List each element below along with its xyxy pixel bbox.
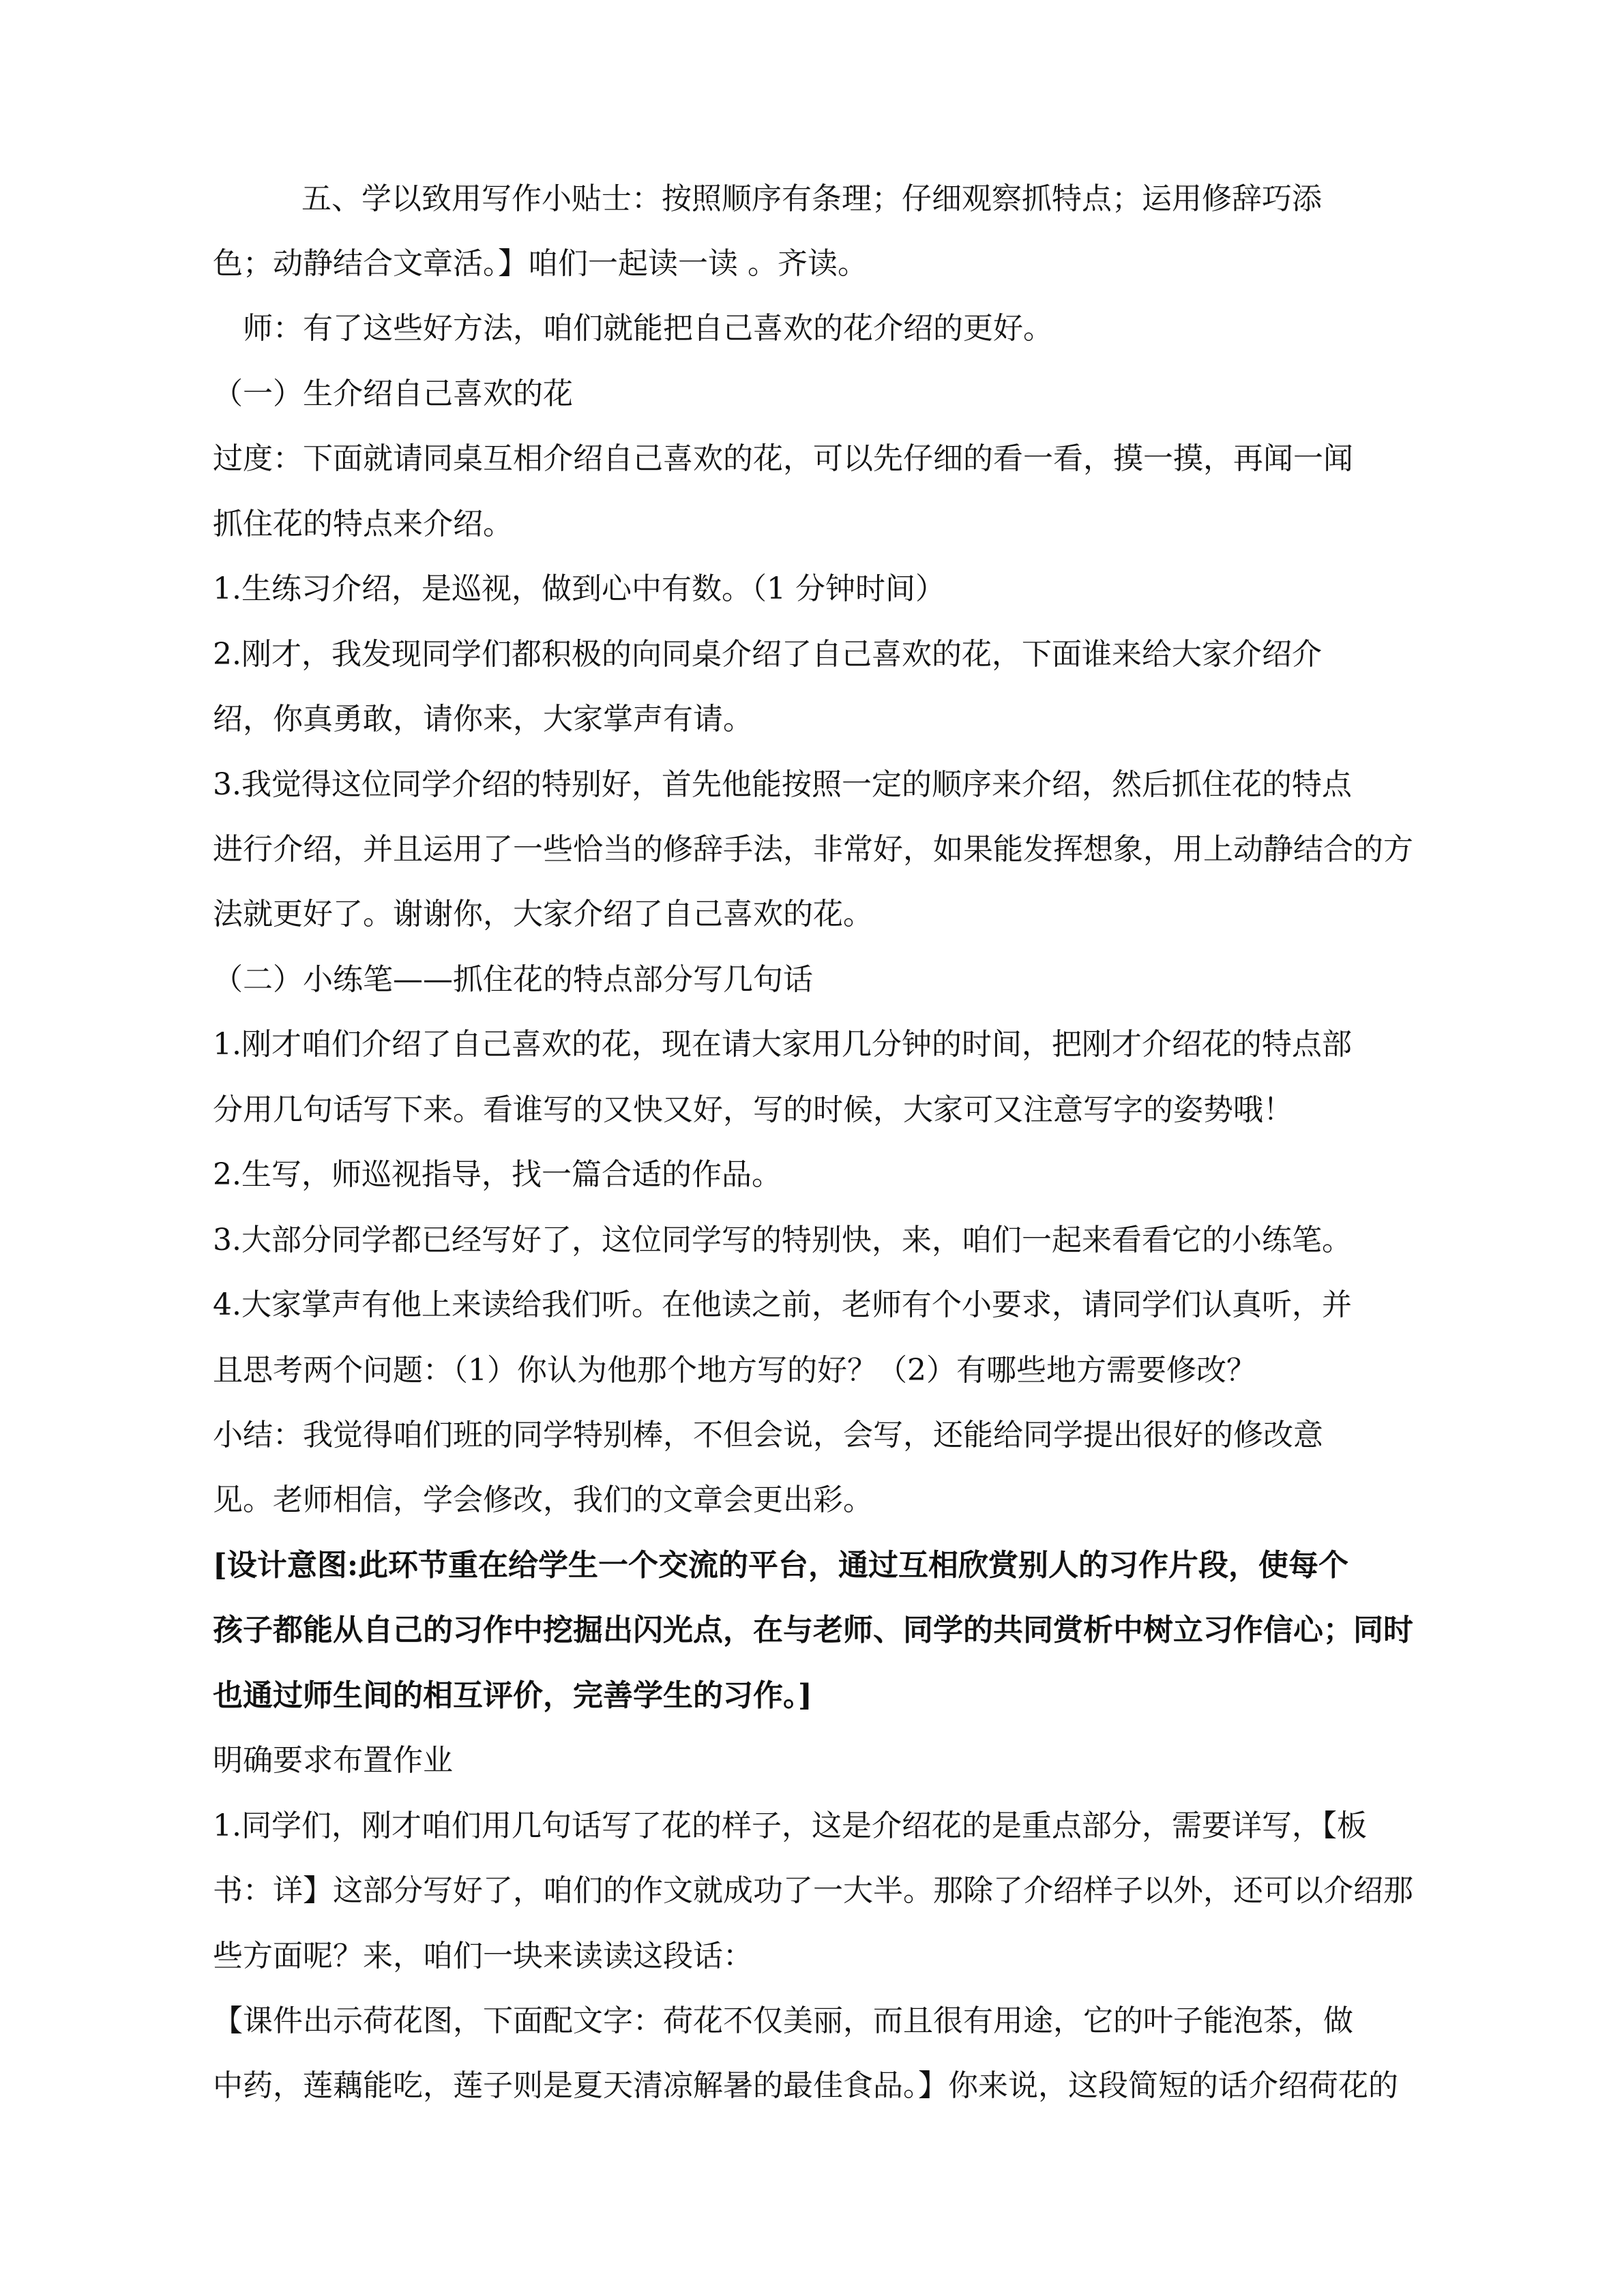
paragraph-line: 2.刚才，我发现同学们都积极的向同桌介绍了自己喜欢的花，下面谁来给大家介绍介 (213, 637, 1322, 672)
section-heading: （二）小练笔——抓住花的特点部分写几句话 (213, 962, 813, 997)
paragraph-line: 2.生写，师巡视指导，找一篇合适的作品。 (213, 1157, 782, 1192)
paragraph-line: 过度：下面就请同桌互相介绍自己喜欢的花，可以先仔细的看一看，摸一摸，再闻一闻 (213, 441, 1353, 476)
paragraph-line: 【课件出示荷花图，下面配文字：荷花不仅美丽，而且很有用途，它的叶子能泡茶，做 (213, 2003, 1353, 2038)
paragraph-line: 师：有了这些好方法，咱们就能把自己喜欢的花介绍的更好。 (243, 311, 1053, 346)
paragraph-line: 3.大部分同学都已经写好了，这位同学写的特别快，来，咱们一起来看看它的小练笔。 (213, 1223, 1352, 1257)
section-heading: （一）生介绍自己喜欢的花 (213, 376, 573, 411)
paragraph-line: 书：详】这部分写好了，咱们的作文就成功了一大半。那除了介绍样子以外，还可以介绍那 (213, 1873, 1413, 1908)
paragraph-line: 1.刚才咱们介绍了自己喜欢的花，现在请大家用几分钟的时间，把刚才介绍花的特点部 (213, 1027, 1352, 1062)
paragraph-line: 分用几句话写下来。看谁写的又快又好，写的时候，大家可又注意写字的姿势哦！ (213, 1092, 1293, 1127)
paragraph-line: 抓住花的特点来介绍。 (213, 507, 513, 541)
section-heading: 明确要求布置作业 (213, 1743, 453, 1778)
design-intent-note: 孩子都能从自己的习作中挖掘出闪光点，在与老师、同学的共同赏析中树立习作信心；同时 (213, 1613, 1413, 1648)
paragraph-line: 1.同学们，刚才咱们用几句话写了花的样子，这是介绍花的是重点部分，需要详写，【板 (213, 1808, 1367, 1843)
paragraph-line: 见。老师相信，学会修改，我们的文章会更出彩。 (213, 1482, 873, 1517)
paragraph-line: 色；动静结合文章活。】咱们一起读一读 。齐读。 (213, 246, 868, 281)
paragraph-line: 些方面呢？来，咱们一块来读读这段话： (213, 1939, 753, 1973)
paragraph-line: 1.生练习介绍，是巡视，做到心中有数。（1 分钟时间） (213, 571, 945, 606)
paragraph-line: 绍，你真勇敢，请你来，大家掌声有请。 (213, 702, 753, 736)
paragraph-line: 五、学以致用写作小贴士：按照顺序有条理；仔细观察抓特点；运用修辞巧添 (301, 181, 1322, 216)
paragraph-line: 进行介绍，并且运用了一些恰当的修辞手法，非常好，如果能发挥想象，用上动静结合的方 (213, 832, 1413, 867)
paragraph-line: 且思考两个问题：（1）你认为他那个地方写的好？（2）有哪些地方需要修改？ (213, 1353, 1256, 1388)
design-intent-note: 也通过师生间的相互评价，完善学生的习作。] (213, 1678, 812, 1713)
paragraph-line: 3.我觉得这位同学介绍的特别好，首先他能按照一定的顺序来介绍，然后抓住花的特点 (213, 767, 1352, 802)
paragraph-line: 中药，莲藕能吃，莲子则是夏天清凉解暑的最佳食品。】你来说，这段简短的话介绍荷花的 (213, 2068, 1398, 2103)
paragraph-line: 法就更好了。谢谢你，大家介绍了自己喜欢的花。 (213, 897, 873, 931)
paragraph-line: 4.大家掌声有他上来读给我们听。在他读之前，老师有个小要求，请同学们认真听，并 (213, 1287, 1352, 1322)
design-intent-note: [设计意图:此环节重在给学生一个交流的平台，通过互相欣赏别人的习作片段，使每个 (213, 1548, 1349, 1583)
paragraph-line: 小结：我觉得咱们班的同学特别棒，不但会说，会写，还能给同学提出很好的修改意 (213, 1418, 1323, 1452)
